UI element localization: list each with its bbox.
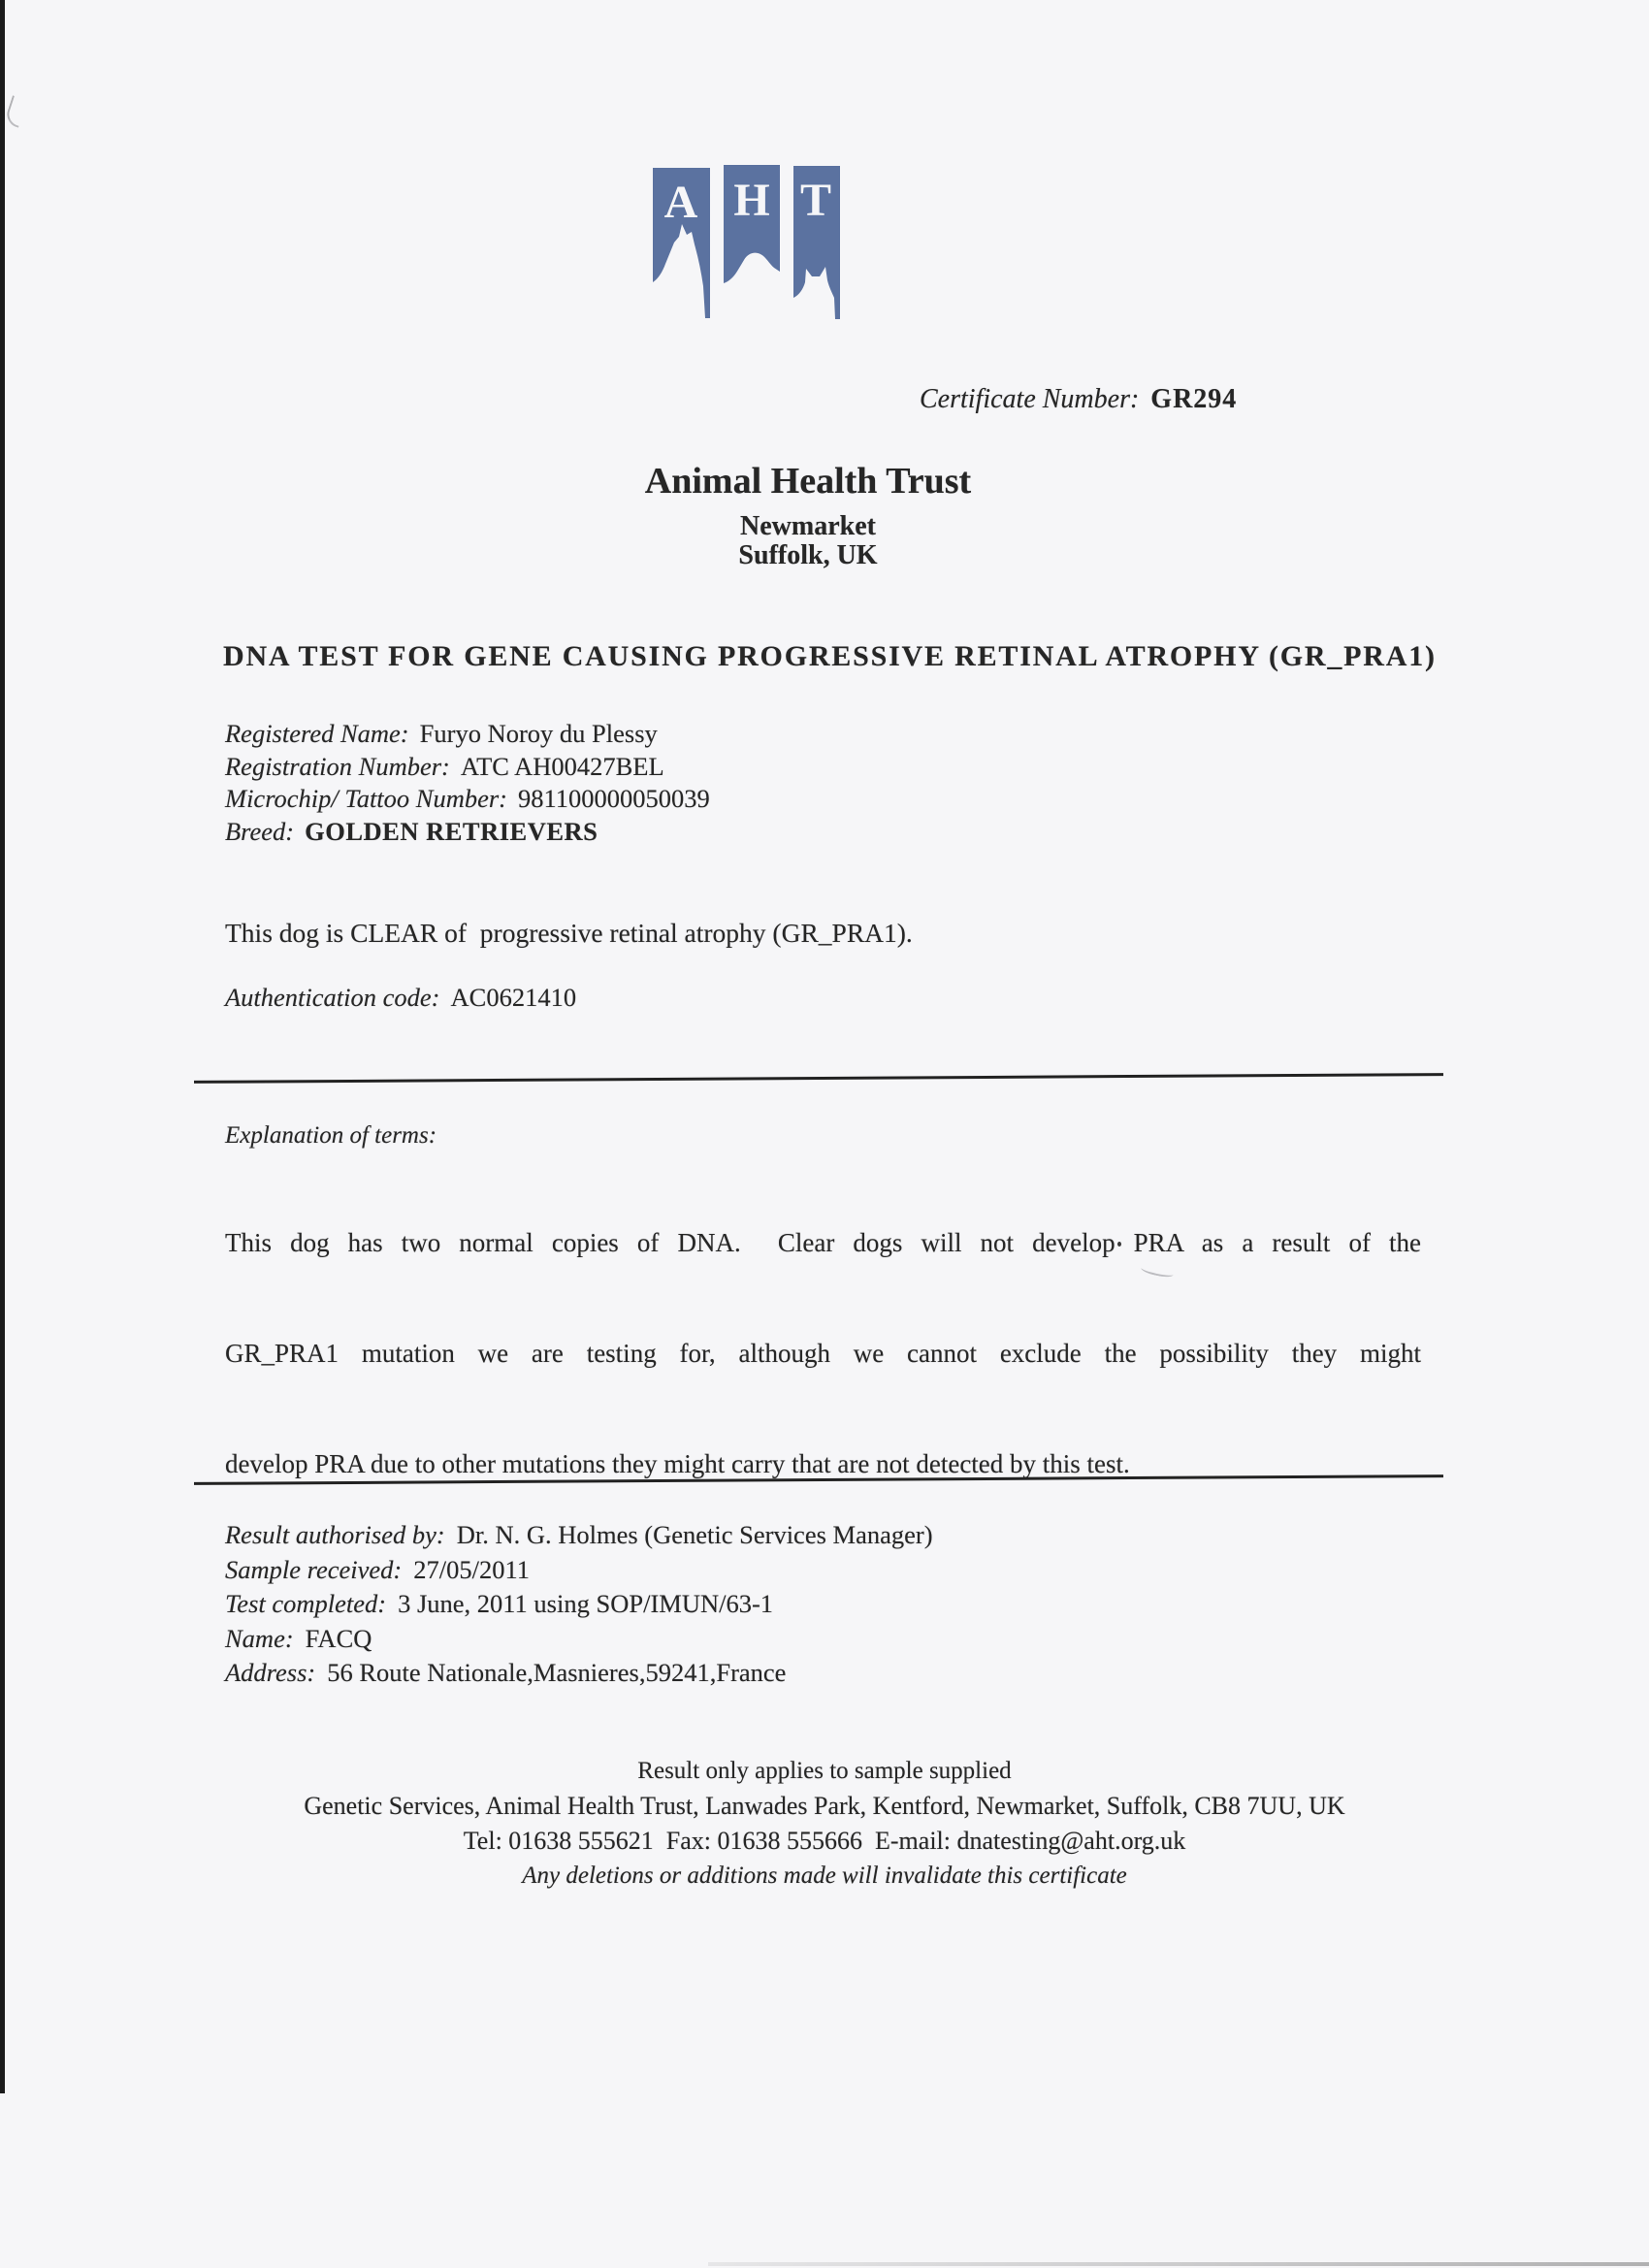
dog-details <box>225 718 710 848</box>
authorisation-value: 56 Route Nationale,Masnieres,59241,France <box>327 1658 787 1687</box>
explanation-paragraph <box>225 1150 1421 1556</box>
detail-value: Furyo Noroy du Plessy <box>419 719 658 748</box>
certificate-number-value: GR294 <box>1150 384 1238 414</box>
authorisation-row-address <box>225 1656 933 1691</box>
authorisation-row-sample-received <box>225 1553 933 1588</box>
authentication-code <box>225 983 576 1013</box>
detail-label: Registration Number: <box>225 751 450 781</box>
footer-address: Genetic Services, Animal Health Trust, Lanwades Park, Kentford, Newmarket, Suffolk, CB8 7UU, UK <box>304 1792 1345 1820</box>
explanation-line: GR_PRA1 mutation we are testing for, although we cannot exclude the possibility they might <box>225 1339 1421 1368</box>
document-title: DNA TEST FOR GENE CAUSING PROGRESSIVE RETINAL ATROPHY (GR_PRA1) <box>223 640 1437 672</box>
detail-value: ATC AH00427BEL <box>460 751 664 781</box>
authorisation-label: Name: <box>225 1623 294 1653</box>
detail-value: 981100000050039 <box>518 784 710 813</box>
footer-contact: Tel: 01638 555621 Fax: 01638 555666 E-mail: dnatesting@aht.org.uk <box>463 1827 1186 1855</box>
scan-edge-bottom <box>708 2262 1649 2266</box>
authorisation-value: FACQ <box>305 1623 372 1653</box>
scan-mark <box>4 95 27 127</box>
authorisation-row-name <box>225 1622 933 1657</box>
footer-invalidate-note: Any deletions or additions made will invalidate this certificate <box>522 1863 1127 1889</box>
certificate-number-label: Certificate Number: <box>920 384 1140 414</box>
explanation-line: This dog has two normal copies of DNA. Clear dogs will not develop PRA as a result of the <box>225 1228 1421 1257</box>
aht-logo <box>652 165 841 322</box>
authorisation-label: Address: <box>225 1658 316 1687</box>
horizontal-rule <box>194 1073 1443 1084</box>
authorisation-value: 27/05/2011 <box>413 1554 530 1584</box>
detail-value: GOLDEN RETRIEVERS <box>305 816 598 846</box>
authorisation-row-test-completed <box>225 1587 933 1622</box>
authorisation-value: Dr. N. G. Holmes (Genetic Services Manager) <box>456 1520 933 1549</box>
detail-row-breed <box>225 816 710 849</box>
detail-row-microchip <box>225 783 710 816</box>
certificate-number <box>920 384 1237 415</box>
org-name: Animal Health Trust <box>644 461 972 502</box>
authorisation-details <box>225 1518 933 1691</box>
logo-letter-t: T <box>799 175 832 226</box>
detail-row-registration-number <box>225 751 710 784</box>
authorisation-value: 3 June, 2011 using SOP/IMUN/63-1 <box>398 1589 774 1618</box>
logo-letter-a: A <box>663 177 698 228</box>
result-statement: This dog is CLEAR of progressive retinal atrophy (GR_PRA1). <box>225 918 913 948</box>
detail-row-registered-name <box>225 718 710 751</box>
explanation-line: develop PRA due to other mutations they might carry that are not detected by this test. <box>225 1449 1130 1478</box>
authentication-value: AC0621410 <box>450 983 577 1012</box>
authorisation-label: Test completed: <box>225 1589 387 1618</box>
detail-label: Breed: <box>225 816 295 846</box>
footer-sample-note: Result only applies to sample supplied <box>637 1758 1012 1784</box>
explanation-heading: Explanation of terms: <box>225 1122 437 1149</box>
org-city: Newmarket <box>740 511 876 541</box>
detail-label: Registered Name: <box>225 719 409 748</box>
authorisation-row-authorised-by <box>225 1518 933 1553</box>
authentication-label: Authentication code: <box>225 983 440 1012</box>
authorisation-label: Sample received: <box>225 1554 403 1584</box>
authorisation-label: Result authorised by: <box>225 1520 445 1549</box>
org-region: Suffolk, UK <box>738 540 878 570</box>
detail-label: Microchip/ Tattoo Number: <box>225 784 508 813</box>
logo-letter-h: H <box>733 175 770 226</box>
